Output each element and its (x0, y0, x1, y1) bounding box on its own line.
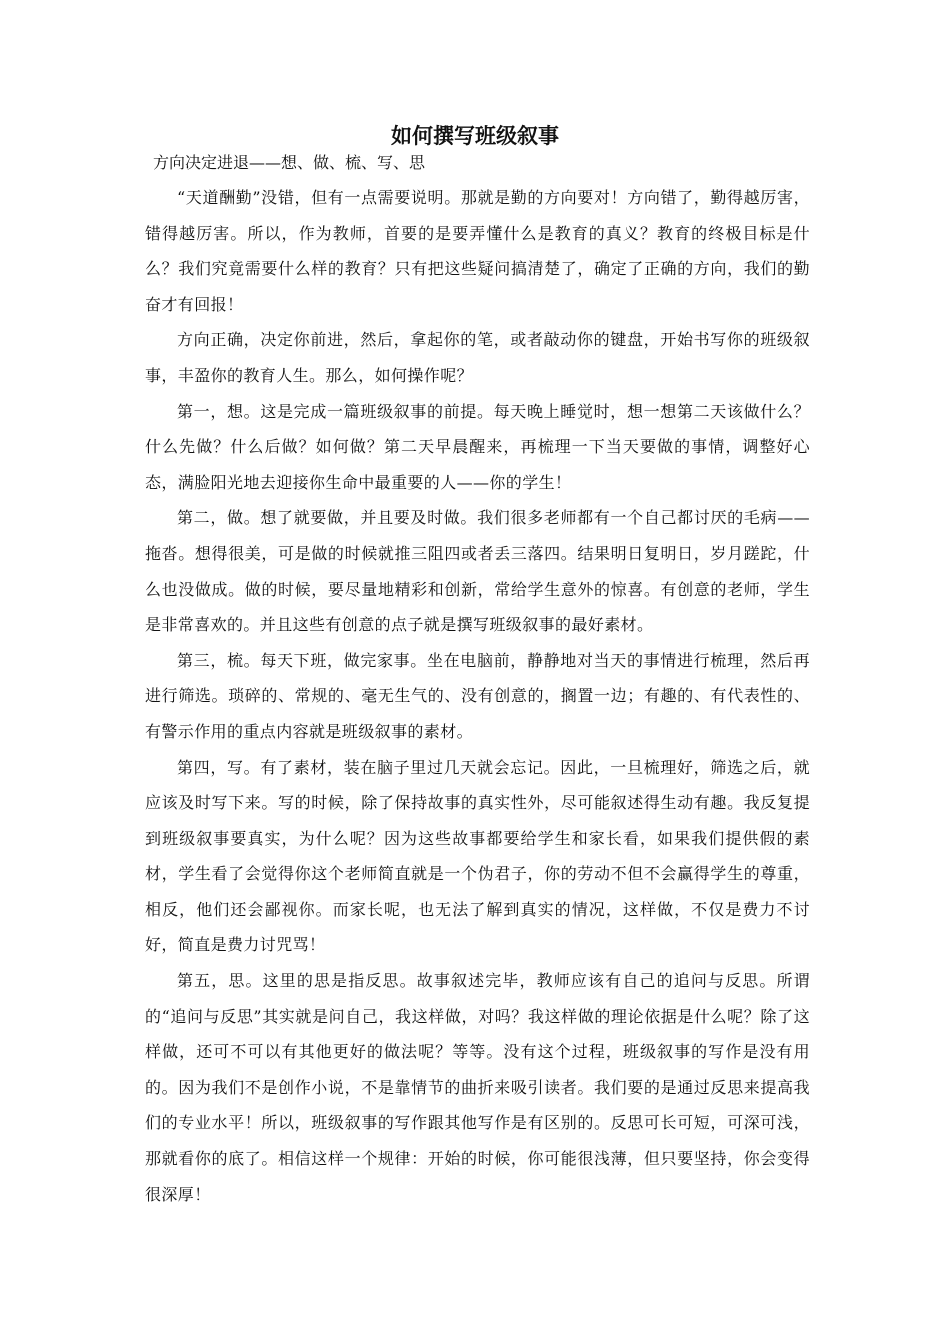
paragraph-sort: 第三，梳。每天下班，做完家事。坐在电脑前，静静地对当天的事情进行梳理，然后再进行筛选。琐碎的、常规的、毫无生气的、没有创意的，搁置一边；有趣的、有代表性的、有警示作用的重点内容就是班级叙事的素材。 (145, 650, 810, 741)
paragraph-intro: “天道酬勤”没错，但有一点需要说明。那就是勤的方向要对！方向错了，勤得越厉害，错得越厉害。所以，作为教师，首要的是要弄懂什么是教育的真义？教育的终极目标是什么？我们究竟需要什么样的教育？只有把这些疑问搞清楚了，确定了正确的方向，我们的勤奋才有回报！ (145, 188, 810, 314)
paragraph-direction: 方向正确，决定你前进，然后，拿起你的笔，或者敲动你的键盘，开始书写你的班级叙事，丰盈你的教育人生。那么，如何操作呢？ (145, 330, 810, 385)
paragraph-reflect: 第五，思。这里的思是指反思。故事叙述完毕，教师应该有自己的追问与反思。所谓的“追问与反思”其实就是问自己，我这样做，对吗？我这样做的理论依据是什么呢？除了这样做，还可不可以有其他更好的做法呢？等等。没有这个过程，班级叙事的写作是没有用的。因为我们不是创作小说，不是靠情节的曲折来吸引读者。我们要的是通过反思来提高我们的专业水平！所以，班级叙事的写作跟其他写作是有区别的。反思可长可短，可深可浅，那就看你的底了。相信这样一个规律：开始的时候，你可能很浅薄，但只要坚持，你会变得很深厚！ (145, 971, 810, 1204)
paragraph-do: 第二，做。想了就要做，并且要及时做。我们很多老师都有一个自己都讨厌的毛病——拖沓。想得很美，可是做的时候就推三阻四或者丢三落四。结果明日复明日，岁月蹉跎，什么也没做成。做的时候，要尽量地精彩和创新，常给学生意外的惊喜。有创意的老师，学生是非常喜欢的。并且这些有创意的点子就是撰写班级叙事的最好素材。 (145, 508, 810, 635)
document-title: 如何撰写班级叙事 (391, 123, 559, 148)
document-body (145, 180, 810, 1212)
paragraph-think: 第一，想。这是完成一篇班级叙事的前提。每天晚上睡觉时，想一想第二天该做什么？什么先做？什么后做？如何做？第二天早晨醒来，再梳理一下当天要做的事情，调整好心态，满脸阳光地去迎接你生命中最重要的人——你的学生！ (145, 401, 810, 492)
document-subtitle: 方向决定进退——想、做、梳、写、思 (153, 153, 426, 172)
paragraph-write: 第四，写。有了素材，装在脑子里过几天就会忘记。因此，一旦梳理好，筛选之后，就应该及时写下来。写的时候，除了保持故事的真实性外，尽可能叙述得生动有趣。我反复提到班级叙事要真实，为什么呢？因为这些故事都要给学生和家长看，如果我们提供假的素材，学生看了会觉得你这个老师简直就是一个伪君子，你的劳动不但不会赢得学生的尊重，相反，他们还会鄙视你。而家长呢，也无法了解到真实的情况，这样做，不仅是费力不讨好，简直是费力讨咒骂！ (145, 757, 810, 955)
